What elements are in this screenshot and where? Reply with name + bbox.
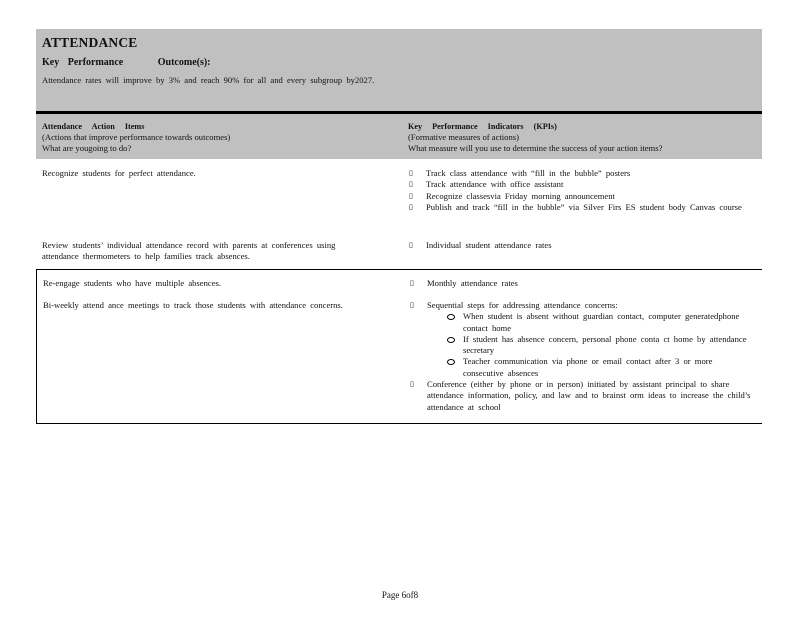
key-performance-outcome-label xyxy=(42,57,211,68)
table-header xyxy=(36,114,762,160)
action-item: Review students’ individual attendance record with parents at conferences using attendance thermometers to help families track absences. xyxy=(42,240,336,262)
table-row xyxy=(36,160,762,270)
outcome-header xyxy=(36,29,762,111)
list-item xyxy=(409,300,754,379)
kpi-subtitle: (Formative measures of actions) xyxy=(408,132,519,143)
kpo-key: Key xyxy=(42,57,60,68)
action-item: Re-engage students who have multiple absences. xyxy=(43,278,222,288)
list-item: ▯ Publish and track “fill in the bubble” via Silver Firs ES student body Canvas course xyxy=(408,202,758,213)
kpi-list xyxy=(409,300,754,413)
page-number: Page 6of8 xyxy=(381,590,419,600)
list-item: ▯ Monthly attendance rates xyxy=(409,278,759,289)
kpi-list xyxy=(409,278,759,289)
action-items-header xyxy=(42,121,392,155)
kpi-question: What measure will you use to determine the success of your action items? xyxy=(408,143,663,154)
list-item: ▯ Recognize classesvia Friday morning announcement xyxy=(408,191,758,202)
list-item: ▯ Conference (either by phone or in person) initiated by assistant principal to share attendance information, policy, and law and to brainst orm ideas to increase the child’s attendance at school xyxy=(409,379,754,413)
kpi-header xyxy=(408,121,758,155)
action-items-title: Attendance Action Items xyxy=(42,122,145,131)
action-item: Recognize students for perfect attendance. xyxy=(42,168,196,178)
kpi-list xyxy=(408,240,758,251)
list-item: ▯ Track class attendance with “fill in the bubble” posters xyxy=(408,168,758,179)
table-row xyxy=(36,270,762,424)
list-item-label: Sequential steps for addressing attendance concerns: xyxy=(427,300,618,310)
list-item: ▯ Individual student attendance rates xyxy=(408,240,758,251)
list-item: If student has absence concern, personal phone conta ct home by attendance secretary xyxy=(445,334,754,357)
section-title: ATTENDANCE xyxy=(42,35,138,50)
kpo-outcome: Outcome(s): xyxy=(157,57,211,68)
list-item: Teacher communication via phone or email contact after 3 or more consecutive absences xyxy=(445,356,754,379)
list-item: ▯ Track attendance with office assistant xyxy=(408,179,758,190)
action-items-subtitle: (Actions that improve performance towards outcomes) xyxy=(42,132,231,143)
kpi-title: Key Performance Indicators (KPIs) xyxy=(408,122,557,131)
attendance-section xyxy=(36,29,762,424)
list-item: When student is absent without guardian contact, computer generatedphone contact home xyxy=(445,311,754,334)
kpo-performance: Performance xyxy=(67,57,124,68)
kpi-list xyxy=(408,168,758,213)
outcome-goal: Attendance rates will improve by 3% and reach 90% for all and every subgroup by2027. xyxy=(42,75,375,85)
action-items-question: What are yougoing to do? xyxy=(42,143,132,154)
action-item: Bi-weekly attend ance meetings to track those students with attendance concerns. xyxy=(43,300,343,310)
